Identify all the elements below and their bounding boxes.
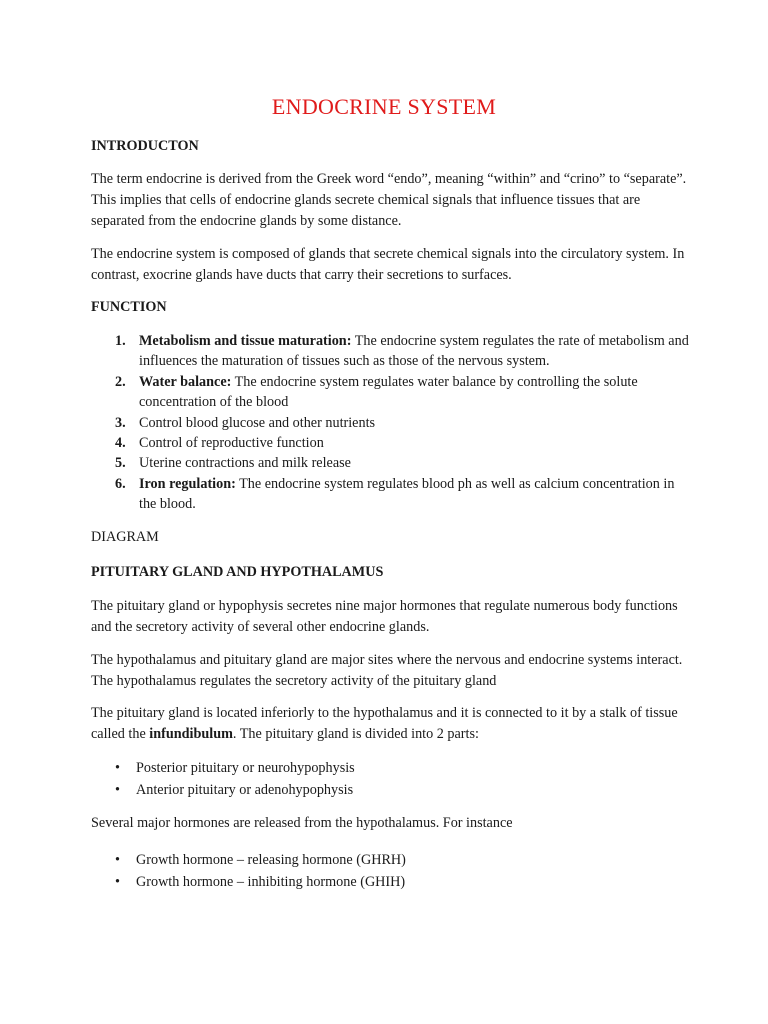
list-item [91, 757, 691, 779]
list-item-text: Growth hormone – releasing hormone (GHRH) [136, 852, 406, 868]
function-heading: FUNCTION [91, 299, 167, 315]
intro-heading: INTRODUCTON [91, 138, 199, 154]
document-title: ENDOCRINE SYSTEM [271, 94, 497, 119]
function-item [91, 331, 691, 372]
list-item [91, 849, 691, 871]
function-item-number: 6. [115, 475, 126, 492]
function-item-number: 3. [115, 414, 126, 431]
function-list [91, 331, 691, 515]
function-item-text: Uterine contractions and milk release [139, 455, 351, 472]
hormones-list [91, 849, 691, 893]
hormones-intro: Several major hormones are released from the hypothalamus. For instance [91, 815, 513, 831]
intro-paragraph-1: The term endocrine is derived from the Greek word “endo”, meaning “within” and “crino” to “separate”. This implies that cells of endocrine glands secrete chemical signals that influence tissues that are separated from the endocrine glands by some distance. [91, 171, 687, 229]
pituitary-paragraph-2: The hypothalamus and pituitary gland are major sites where the nervous and endocrine systems interact. The hypothalamus regulates the secretory activity of the pituitary gland [91, 652, 683, 689]
infundibulum-term: infundibulum [149, 725, 233, 742]
bullet: • [115, 782, 120, 798]
function-item-number: 5. [115, 455, 126, 472]
paragraph-text: . The pituitary gland is divided into 2 parts: [232, 725, 479, 742]
paragraph-text: The pituitary gland is located inferiorly to the hypothalamus and it is connected to it by a stalk of tissue called the [91, 705, 678, 742]
function-item-text: Control blood glucose and other nutrients [139, 414, 376, 431]
function-item-term: Metabolism and tissue maturation: [139, 333, 352, 349]
function-item-term: Iron regulation: [139, 475, 236, 492]
function-item [91, 372, 691, 413]
pituitary-paragraph-3 [91, 703, 691, 745]
list-item-text: Posterior pituitary or neurohypophysis [136, 760, 355, 776]
bullet: • [115, 852, 120, 868]
pituitary-heading: PITUITARY GLAND AND HYPOTHALAMUS [91, 564, 384, 580]
intro-paragraph-2: The endocrine system is composed of glands that secrete chemical signals into the circulatory system. In contrast, exocrine glands have ducts that carry their secretions to surfaces. [91, 246, 685, 283]
pituitary-paragraph-1: The pituitary gland or hypophysis secretes nine major hormones that regulate numerous body functions and the secretory activity of several other endocrine glands. [91, 598, 678, 635]
function-item-text: The endocrine system regulates the rate of metabolism and influences the maturation of tissues such as those of the nervous system. [139, 333, 689, 370]
list-item [91, 871, 691, 893]
list-item-text: Anterior pituitary or adenohypophysis [136, 782, 354, 798]
bullet: • [115, 874, 120, 890]
function-item-number: 2. [115, 373, 126, 390]
function-item [91, 433, 691, 453]
function-item-text: The endocrine system regulates blood ph as well as calcium concentration in the blood. [139, 475, 675, 513]
function-item-number: 4. [115, 435, 126, 452]
function-item-text: The endocrine system regulates water balance by controlling the solute concentration of the blood [139, 373, 638, 411]
bullet: • [115, 760, 120, 776]
function-item-term: Water balance: [139, 373, 232, 390]
function-item [91, 413, 691, 433]
list-item-text: Growth hormone – inhibiting hormone (GHIH) [136, 874, 406, 890]
function-item [91, 474, 691, 515]
list-item [91, 779, 691, 801]
function-item-text: Control of reproductive function [139, 435, 324, 452]
function-item [91, 453, 691, 473]
function-item-number: 1. [115, 333, 126, 349]
diagram-label: DIAGRAM [91, 529, 159, 545]
pituitary-parts-list [91, 757, 691, 801]
